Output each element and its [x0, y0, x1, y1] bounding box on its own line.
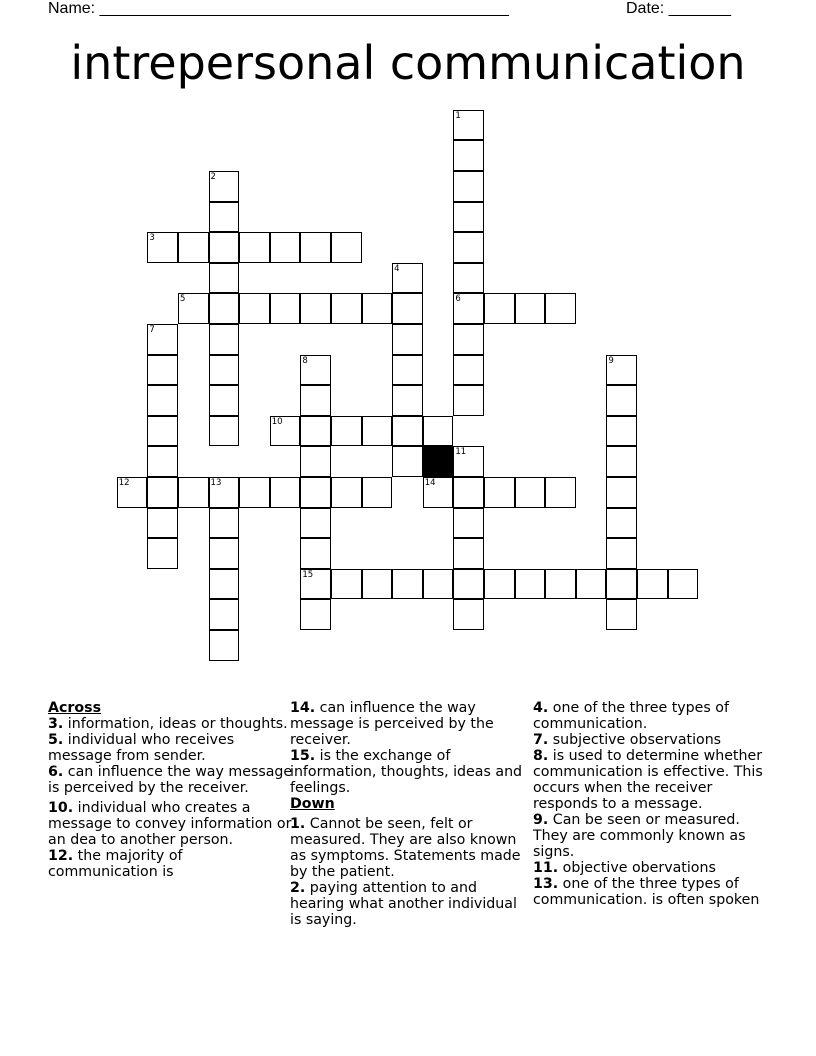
clue-number: 5: [179, 294, 186, 305]
grid-cell[interactable]: [392, 263, 423, 294]
grid-cell[interactable]: [606, 385, 637, 416]
grid-cell[interactable]: [484, 569, 515, 600]
clues-column-3: [533, 700, 773, 908]
grid-cell[interactable]: [209, 569, 240, 600]
grid-cell[interactable]: [606, 508, 637, 539]
clue-number: 15: [302, 569, 314, 580]
clues-column-1: [48, 700, 293, 880]
grid-cell[interactable]: [606, 355, 637, 386]
down-heading: Down: [290, 796, 335, 812]
grid-cell[interactable]: [453, 293, 484, 324]
grid-cell[interactable]: [209, 293, 240, 324]
grid-cell[interactable]: [209, 263, 240, 294]
clue-down-4: 4. one of the three types of communication.: [533, 700, 729, 732]
date-field-label: Date: _______: [626, 0, 731, 17]
grid-cell[interactable]: [117, 477, 148, 508]
grid-cell[interactable]: [147, 355, 178, 386]
grid-cell[interactable]: [178, 293, 209, 324]
grid-cell[interactable]: [209, 508, 240, 539]
grid-cell[interactable]: [453, 171, 484, 202]
clue-down-9: 9. Can be seen or measured. They are commonly known as signs.: [533, 812, 746, 860]
grid-cell[interactable]: [423, 569, 454, 600]
grid-cell[interactable]: [392, 385, 423, 416]
grid-cell[interactable]: [147, 538, 178, 569]
grid-cell[interactable]: [239, 477, 270, 508]
grid-cell[interactable]: [453, 446, 484, 477]
clue-across-10: 10. individual who creates a message to convey information or an dea to another person.: [48, 800, 292, 848]
grid-cell[interactable]: [147, 416, 178, 447]
black-square: [423, 446, 454, 477]
clue-across-12: 12. the majority of communication is: [48, 848, 183, 880]
grid-cell[interactable]: [209, 599, 240, 630]
grid-cell[interactable]: [300, 446, 331, 477]
clue-number: 4: [394, 263, 400, 274]
clue-number: 3: [149, 233, 155, 244]
grid-cell[interactable]: [545, 477, 576, 508]
grid-cell[interactable]: [606, 416, 637, 447]
grid-cell[interactable]: [362, 293, 393, 324]
grid-cell[interactable]: [300, 385, 331, 416]
grid-cell[interactable]: [637, 569, 668, 600]
grid-cell[interactable]: [576, 569, 607, 600]
grid-cell[interactable]: [300, 508, 331, 539]
clue-down-7: 7. subjective observations: [533, 732, 722, 748]
grid-cell[interactable]: [453, 477, 484, 508]
grid-cell[interactable]: [209, 477, 240, 508]
grid-cell[interactable]: [453, 355, 484, 386]
grid-cell[interactable]: [392, 446, 423, 477]
grid-cell[interactable]: [147, 324, 178, 355]
grid-cell[interactable]: [239, 232, 270, 263]
grid-cell[interactable]: [270, 477, 301, 508]
grid-cell[interactable]: [392, 293, 423, 324]
grid-cell[interactable]: [300, 416, 331, 447]
clue-number: 11: [455, 447, 467, 458]
grid-cell[interactable]: [300, 538, 331, 569]
grid-cell[interactable]: [515, 293, 546, 324]
grid-cell[interactable]: [668, 569, 699, 600]
grid-cell[interactable]: [453, 232, 484, 263]
grid-cell[interactable]: [209, 630, 240, 661]
grid-cell[interactable]: [331, 293, 362, 324]
clue-down-11: 11. objective obervations: [533, 860, 716, 876]
grid-cell[interactable]: [453, 538, 484, 569]
grid-cell[interactable]: [392, 569, 423, 600]
grid-cell[interactable]: [209, 385, 240, 416]
grid-cell[interactable]: [453, 324, 484, 355]
clue-number: 14: [424, 477, 436, 488]
grid-cell[interactable]: [515, 477, 546, 508]
clue-across-6: 6. can influence the way message is perceived by the receiver.: [48, 764, 293, 796]
grid-cell[interactable]: [606, 569, 637, 600]
clue-number: 10: [271, 416, 283, 427]
clue-down-2: 2. paying attention to and hearing what another individual is saying.: [290, 880, 517, 928]
grid-cell[interactable]: [545, 293, 576, 324]
clue-number: 13: [210, 477, 222, 488]
clue-number: 1: [455, 110, 461, 121]
grid-cell[interactable]: [606, 446, 637, 477]
grid-cell[interactable]: [147, 508, 178, 539]
grid-cell[interactable]: [147, 477, 178, 508]
clue-number: 7: [149, 324, 155, 335]
grid-cell[interactable]: [423, 477, 454, 508]
grid-cell[interactable]: [270, 232, 301, 263]
grid-cell[interactable]: [209, 232, 240, 263]
grid-cell[interactable]: [545, 569, 576, 600]
grid-cell[interactable]: [362, 569, 393, 600]
grid-cell[interactable]: [270, 293, 301, 324]
clue-number: 6: [455, 294, 461, 305]
clue-number: 12: [118, 477, 130, 488]
grid-cell[interactable]: [331, 477, 362, 508]
grid-cell[interactable]: [392, 355, 423, 386]
grid-cell[interactable]: [209, 324, 240, 355]
grid-cell[interactable]: [423, 416, 454, 447]
grid-cell[interactable]: [453, 202, 484, 233]
grid-cell[interactable]: [331, 416, 362, 447]
grid-cell[interactable]: [178, 232, 209, 263]
clue-across-5: 5. individual who receives message from sender.: [48, 732, 235, 764]
clue-number: 9: [608, 355, 614, 366]
grid-cell[interactable]: [300, 355, 331, 386]
grid-cell[interactable]: [209, 416, 240, 447]
clue-number: 2: [210, 171, 216, 182]
grid-cell[interactable]: [362, 416, 393, 447]
grid-cell[interactable]: [606, 477, 637, 508]
grid-cell[interactable]: [392, 416, 423, 447]
grid-cell[interactable]: [209, 202, 240, 233]
grid-cell[interactable]: [147, 385, 178, 416]
grid-cell[interactable]: [209, 355, 240, 386]
across-heading: Across: [48, 700, 102, 716]
grid-cell[interactable]: [484, 477, 515, 508]
grid-cell[interactable]: [300, 599, 331, 630]
grid-cell[interactable]: [362, 477, 393, 508]
grid-cell[interactable]: [606, 599, 637, 630]
grid-cell[interactable]: [453, 569, 484, 600]
grid-cell[interactable]: [300, 569, 331, 600]
grid-cell[interactable]: [331, 569, 362, 600]
puzzle-title: intrepersonal communication: [70, 36, 746, 90]
grid-cell[interactable]: [453, 140, 484, 171]
grid-cell[interactable]: [300, 293, 331, 324]
grid-cell[interactable]: [300, 232, 331, 263]
grid-cell[interactable]: [209, 171, 240, 202]
grid-cell[interactable]: [300, 477, 331, 508]
grid-cell[interactable]: [453, 110, 484, 141]
clue-across-14: 14. can influence the way message is perceived by the receiver.: [290, 700, 494, 748]
grid-cell[interactable]: [453, 508, 484, 539]
grid-cell[interactable]: [147, 232, 178, 263]
grid-cell[interactable]: [484, 293, 515, 324]
name-field-label: Name: ______________________________________________: [48, 0, 509, 17]
grid-cell[interactable]: [392, 324, 423, 355]
grid-cell[interactable]: [453, 385, 484, 416]
grid-cell[interactable]: [270, 416, 301, 447]
clue-across-3: 3. information, ideas or thoughts.: [48, 716, 288, 732]
clue-across-15: 15. is the exchange of information, thoughts, ideas and feelings.: [290, 748, 523, 796]
grid-cell[interactable]: [606, 538, 637, 569]
clues-column-2: [290, 700, 530, 928]
grid-cell[interactable]: [453, 599, 484, 630]
grid-cell[interactable]: [147, 446, 178, 477]
clue-down-1: 1. Cannot be seen, felt or measured. They are also known as symptoms. Statements made by the patient.: [290, 816, 521, 880]
clue-number: 8: [302, 355, 308, 366]
clue-down-8: 8. is used to determine whether communication is effective. This occurs when the receiver responds to a message.: [533, 748, 763, 812]
grid-cell[interactable]: [209, 538, 240, 569]
clue-down-13: 13. one of the three types of communication. is often spoken: [533, 876, 760, 908]
grid-cell[interactable]: [239, 293, 270, 324]
grid-cell[interactable]: [331, 232, 362, 263]
grid-cell[interactable]: [178, 477, 209, 508]
grid-cell[interactable]: [453, 263, 484, 294]
grid-cell[interactable]: [515, 569, 546, 600]
